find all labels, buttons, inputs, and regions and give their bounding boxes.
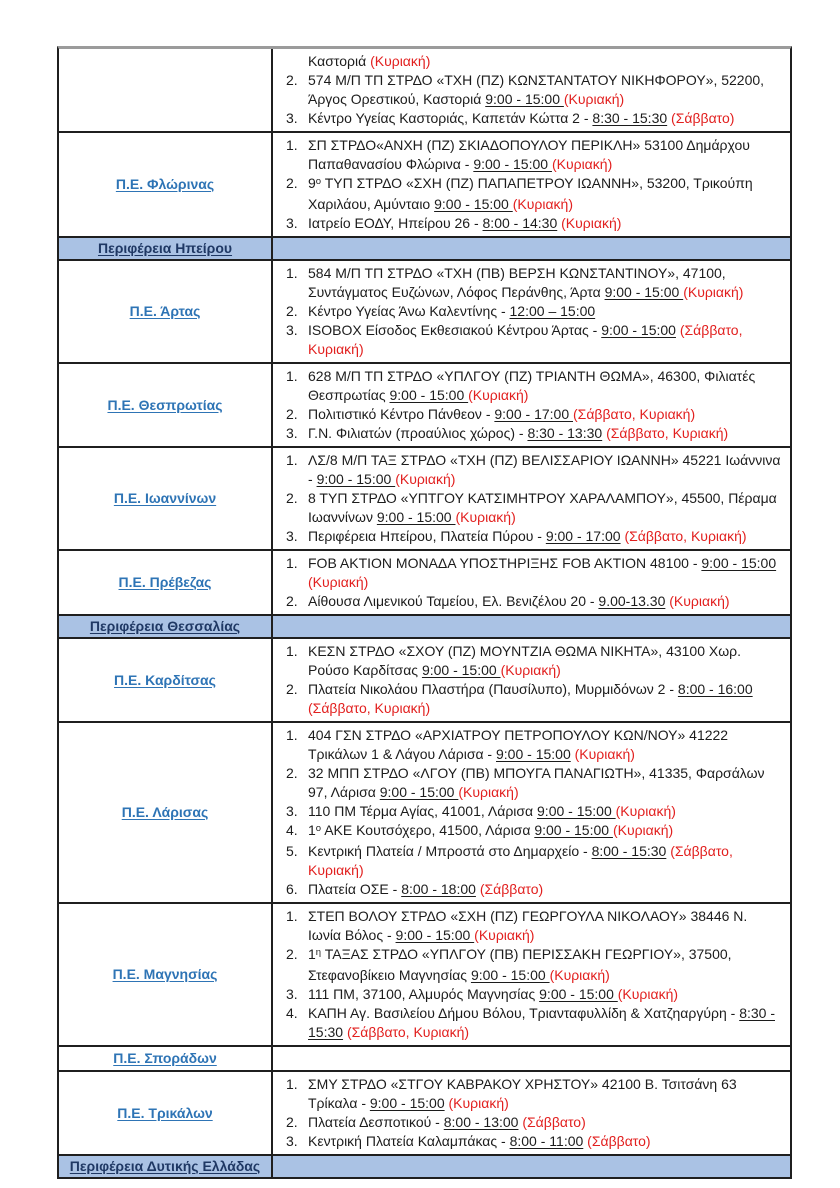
- locations-cell: [273, 639, 790, 721]
- day-highlight: (Κυριακή): [500, 662, 561, 678]
- table-row: [59, 1047, 790, 1072]
- item-number: [273, 52, 308, 71]
- location-item: [273, 52, 782, 71]
- item-text: [308, 451, 782, 489]
- item-number: 2.: [286, 406, 298, 422]
- hours-text: 8:30 - 13:30: [527, 425, 603, 441]
- location-text: 1: [308, 822, 316, 838]
- item-text: [308, 174, 782, 214]
- locations-cell: [273, 1047, 790, 1070]
- location-text: Πλατεία Δεσποτικού -: [308, 1114, 444, 1130]
- day-highlight: (Κυριακή): [458, 784, 519, 800]
- hours-text: 12:00 – 15:00: [509, 303, 596, 319]
- table-row: [59, 133, 790, 238]
- day-highlight: (Κυριακή): [683, 284, 744, 300]
- hours-text: 9:00 - 15:00: [701, 555, 777, 571]
- locations-cell: [273, 551, 790, 614]
- hours-text: 8:00 - 18:00: [401, 881, 476, 897]
- locations-cell: [273, 448, 790, 549]
- locations-cell: [273, 616, 790, 637]
- table-row: [59, 639, 790, 723]
- day-highlight: (Σάββατο, Κυριακή): [606, 425, 729, 441]
- region-link[interactable]: Π.Ε. Ιωαννίνων: [113, 490, 217, 506]
- location-item: [273, 1113, 782, 1132]
- day-highlight: (Σάββατο, Κυριακή): [624, 528, 747, 544]
- region-band-link[interactable]: Περιφέρεια Δυτικής Ελλάδας: [69, 1158, 261, 1174]
- hours-text: 9:00 - 15:00: [421, 662, 501, 678]
- item-number: 4.: [286, 822, 298, 838]
- day-highlight: (Σάββατο): [671, 110, 735, 126]
- item-text: [308, 52, 782, 71]
- location-text: Κεντρική Πλατεία Καλαμπάκας -: [308, 1133, 510, 1149]
- day-highlight: (Σάββατο, Κυριακή): [573, 406, 696, 422]
- locations-cell: [273, 1156, 790, 1177]
- item-number: 2.: [286, 946, 298, 962]
- item-number: 1.: [286, 137, 298, 153]
- location-text: η: [315, 946, 322, 958]
- day-highlight: (Κυριακή): [512, 196, 574, 212]
- item-text: [308, 642, 782, 680]
- region-link[interactable]: Π.Ε. Σποράδων: [113, 1050, 217, 1066]
- item-number: 1.: [286, 368, 298, 384]
- table-row: [59, 723, 790, 904]
- location-text: Πολιτιστικό Κέντρο Πάνθεον -: [308, 406, 495, 422]
- item-text: [308, 907, 782, 945]
- hours-text: 8:30 - 15:30: [592, 110, 668, 126]
- hours-text: 9:00 - 15:00: [434, 196, 513, 212]
- day-highlight: (Σάββατο): [479, 881, 544, 897]
- location-text: ΣΤΕΠ ΒΟΛΟΥ ΣΤΡΔΟ «ΣΧΗ (ΠΖ) ΓΕΩΡΓΟΥΛΑ ΝΙΚΟΛΑΟΥ» 38446 Ν. Ιωνία Βόλος -: [308, 908, 748, 943]
- item-number: 2.: [286, 175, 298, 191]
- item-number: 1.: [286, 908, 298, 924]
- item-number: 3.: [286, 425, 298, 441]
- day-highlight: (Κυριακή): [395, 471, 456, 487]
- day-highlight: (Κυριακή): [308, 574, 369, 590]
- location-item: [273, 880, 782, 899]
- region-name-cell: [59, 1047, 273, 1070]
- hours-text: 9:00 - 15:00: [316, 471, 396, 487]
- location-item: [273, 592, 782, 611]
- item-text: [308, 554, 782, 592]
- region-link[interactable]: Π.Ε. Άρτας: [129, 303, 201, 319]
- region-name-cell: [59, 448, 273, 549]
- day-highlight: (Σάββατο, Κυριακή): [308, 322, 743, 357]
- hours-text: 9:00 - 15:00: [601, 322, 676, 338]
- item-number: 3.: [286, 110, 298, 126]
- region-name-cell: [59, 1072, 273, 1154]
- item-number: 3.: [286, 986, 298, 1002]
- day-highlight: (Κυριακή): [474, 927, 535, 943]
- region-band-cell: [59, 616, 273, 637]
- item-text: [308, 821, 782, 842]
- table-row: [59, 551, 790, 616]
- hours-text: 9:00 - 17:00: [494, 406, 573, 422]
- location-item: [273, 214, 782, 233]
- table-row: [59, 904, 790, 1047]
- hours-text: 9.00-13.30: [598, 593, 666, 609]
- location-item: [273, 726, 782, 764]
- location-item: [273, 527, 782, 546]
- day-highlight: (Κυριακή): [561, 215, 622, 231]
- item-number: 3.: [286, 528, 298, 544]
- region-band-row: [59, 616, 790, 639]
- item-text: [308, 985, 782, 1004]
- item-number: 5.: [286, 843, 298, 859]
- item-number: 1.: [286, 727, 298, 743]
- hours-text: 9:00 - 15:00: [537, 803, 616, 819]
- item-text: [308, 489, 782, 527]
- item-text: [308, 71, 782, 109]
- location-text: 628 Μ/Π ΤΠ ΣΤΡΔΟ «ΥΠΛΓΟΥ (ΠΖ) ΤΡΙΑΝΤΗ ΘΩΜΑ», 46300, Φιλιατές Θεσπρωτίας: [308, 368, 756, 403]
- item-text: [308, 680, 782, 718]
- location-text: ΣΠ ΣΤΡΔΟ«ΑΝΧΗ (ΠΖ) ΣΚΙΑΔΟΠΟΥΛΟΥ ΠΕΡΙΚΛΗ» 53100 Δημάρχου Παπαθανασίου Φλώρινα -: [308, 137, 750, 172]
- location-item: [273, 642, 782, 680]
- item-text: [308, 1075, 782, 1113]
- item-text: [308, 367, 782, 405]
- item-number: 4.: [286, 1005, 298, 1021]
- item-number: 3.: [286, 1133, 298, 1149]
- hours-text: 9:00 - 15:00: [604, 284, 684, 300]
- item-text: [308, 945, 782, 985]
- location-text: Κέντρο Υγείας Καστοριάς, Καπετάν Κώττα 2 -: [308, 110, 593, 126]
- item-number: 2.: [286, 681, 298, 697]
- location-text: ο: [315, 175, 322, 187]
- location-text: Περιφέρεια Ηπείρου, Πλατεία Πύρου -: [308, 528, 546, 544]
- item-text: [308, 1004, 782, 1042]
- location-item: [273, 264, 782, 302]
- item-number: 6.: [286, 881, 298, 897]
- item-text: [308, 405, 782, 424]
- hours-text: 8:00 - 11:00: [509, 1133, 584, 1149]
- table-row: [59, 49, 790, 133]
- table-row: [59, 448, 790, 551]
- region-band-row: [59, 238, 790, 261]
- location-item: [273, 489, 782, 527]
- item-number: 2.: [286, 765, 298, 781]
- hours-text: 8:00 - 13:00: [443, 1114, 519, 1130]
- day-highlight: (Σάββατο): [587, 1133, 651, 1149]
- item-number: 2.: [286, 303, 298, 319]
- location-item: [273, 985, 782, 1004]
- item-text: [308, 1132, 782, 1151]
- location-item: [273, 136, 782, 174]
- hours-text: 9:00 - 15:00: [485, 91, 564, 107]
- locations-cell: [273, 261, 790, 362]
- location-text: Καστοριά: [308, 53, 371, 69]
- region-name-cell: [59, 364, 273, 446]
- hours-text: 9:00 - 15:00: [369, 1095, 445, 1111]
- location-item: [273, 821, 782, 842]
- location-item: [273, 1075, 782, 1113]
- location-text: Κέντρο Υγείας Άνω Καλεντίνης -: [308, 303, 510, 319]
- hours-text: 9:00 - 15:00: [473, 156, 552, 172]
- hours-text: 9:00 - 15:00: [496, 746, 571, 762]
- day-highlight: (Κυριακή): [448, 1095, 509, 1111]
- location-text: FOB AKTION ΜΟΝΑΔΑ ΥΠΟΣΤΗΡΙΞΗΣ FOB AKTION 48100 -: [308, 555, 702, 571]
- location-text: Γ.Ν. Φιλιατών (προαύλιος χώρος) -: [308, 425, 528, 441]
- location-text: 110 ΠΜ Τέρμα Αγίας, 41001, Λάρισα: [308, 803, 538, 819]
- region-band-cell: [59, 1156, 273, 1177]
- region-link[interactable]: Π.Ε. Φλώρινας: [115, 176, 215, 192]
- day-highlight: (Κυριακή): [468, 387, 529, 403]
- region-name-cell: [59, 723, 273, 902]
- item-text: [308, 802, 782, 821]
- hours-text: 8:00 - 16:00: [677, 681, 753, 697]
- item-number: 2.: [286, 1114, 298, 1130]
- hours-text: 9:00 - 17:00: [545, 528, 621, 544]
- location-item: [273, 802, 782, 821]
- location-text: 1: [308, 946, 316, 962]
- location-item: [273, 554, 782, 592]
- day-highlight: (Κυριακή): [612, 822, 674, 838]
- region-link[interactable]: Π.Ε. Λάρισας: [121, 804, 209, 820]
- table-row: [59, 364, 790, 448]
- region-name-cell: [59, 261, 273, 362]
- region-name-cell: [59, 133, 273, 236]
- region-band-link[interactable]: Περιφέρεια Ηπείρου: [97, 240, 233, 256]
- location-item: [273, 1004, 782, 1042]
- day-highlight: (Σάββατο): [522, 1114, 586, 1130]
- hours-text: 9:00 - 15:00: [389, 387, 469, 403]
- region-link[interactable]: Π.Ε. Πρέβεζας: [118, 574, 212, 590]
- location-item: [273, 321, 782, 359]
- item-number: 2.: [286, 72, 298, 88]
- day-highlight: (Κυριακή): [669, 593, 730, 609]
- location-text: 8 ΤΥΠ ΣΤΡΔΟ «ΥΠΤΓΟΥ ΚΑΤΣΙΜΗΤΡΟΥ ΧΑΡΑΛΑΜΠΟΥ», 45500, Πέραμα Ιωαννίνων: [308, 490, 777, 525]
- day-highlight: (Κυριακή): [563, 91, 625, 107]
- location-item: [273, 1132, 782, 1151]
- location-item: [273, 367, 782, 405]
- location-item: [273, 424, 782, 443]
- location-text: 574 Μ/Π ΤΠ ΣΤΡΔΟ «ΤΧΗ (ΠΖ) ΚΩΝΣΤΑΝΤΑΤΟΥ ΝΙΚΗΦΟΡΟΥ», 52200, Άργος Ορεστικού, Καστοριά: [308, 72, 765, 107]
- locations-cell: [273, 364, 790, 446]
- item-text: [308, 109, 782, 128]
- location-item: [273, 71, 782, 109]
- locations-cell: [273, 1072, 790, 1154]
- item-text: [308, 302, 782, 321]
- location-text: 32 ΜΠΠ ΣΤΡΔΟ «ΛΓΟΥ (ΠΒ) ΜΠΟΥΓΑ ΠΑΝΑΓΙΩΤΗ», 41335, Φαρσάλων 97, Λάρισα: [308, 765, 765, 800]
- location-item: [273, 405, 782, 424]
- location-text: ΣΜΥ ΣΤΡΔΟ «ΣΤΓΟΥ ΚΑΒΡΑΚΟΥ ΧΡΗΣΤΟΥ» 42100 Β. Τσιτσάνη 63 Τρίκαλα -: [308, 1076, 737, 1111]
- hours-text: 9:00 - 15:00: [539, 986, 618, 1002]
- item-text: [308, 1113, 782, 1132]
- item-text: [308, 764, 782, 802]
- hours-text: 9:00 - 15:00: [395, 927, 475, 943]
- item-text: [308, 842, 782, 880]
- location-text: 111 ΠΜ, 37100, Αλμυρός Μαγνησίας: [308, 986, 540, 1002]
- location-text: ISOBOX Είσοδος Εκθεσιακού Κέντρου Άρτας -: [308, 322, 602, 338]
- day-highlight: (Κυριακή): [551, 156, 613, 172]
- item-text: [308, 424, 782, 443]
- location-text: Πλατεία ΟΣΕ -: [308, 881, 402, 897]
- item-number: 1.: [286, 452, 298, 468]
- item-text: [308, 527, 782, 546]
- location-text: 584 Μ/Π ΤΠ ΣΤΡΔΟ «ΤΧΗ (ΠΒ) ΒΕΡΣΗ ΚΩΝΣΤΑΝΤΙΝΟΥ», 47100, Συντάγματος Ευζώνων, Λόφος Περάνθης, Άρτα: [308, 265, 726, 300]
- locations-cell: [273, 49, 790, 131]
- region-link[interactable]: Π.Ε. Θεσπρωτίας: [107, 396, 223, 413]
- location-text: ο: [315, 822, 322, 834]
- location-text: ΚΕΣΝ ΣΤΡΔΟ «ΣΧΟΥ (ΠΖ) ΜΟΥΝΤΖΙΑ ΘΩΜΑ ΝΙΚΗΤΑ», 43100 Χωρ. Ρούσο Καρδίτσας: [308, 643, 742, 678]
- locations-cell: [273, 904, 790, 1045]
- item-text: [308, 726, 782, 764]
- day-highlight: (Σάββατο, Κυριακή): [346, 1024, 470, 1040]
- location-item: [273, 680, 782, 718]
- item-number: 3.: [286, 803, 298, 819]
- location-item: [273, 764, 782, 802]
- item-number: 1.: [286, 555, 298, 571]
- region-link[interactable]: Π.Ε. Τρικάλων: [117, 1104, 213, 1121]
- day-highlight: (Κυριακή): [370, 53, 431, 69]
- region-name-cell: [59, 49, 273, 131]
- hours-text: 8:00 - 15:30: [591, 843, 667, 859]
- region-link[interactable]: Π.Ε. Μαγνησίας: [112, 966, 218, 982]
- item-text: [308, 880, 782, 899]
- regions-table: [57, 46, 792, 1179]
- location-item: [273, 907, 782, 945]
- location-text: Ιατρείο ΕΟΔΥ, Ηπείρου 26 -: [308, 215, 483, 231]
- location-text: 404 ΓΣΝ ΣΤΡΔΟ «ΑΡΧΙΑΤΡΟΥ ΠΕΤΡΟΠΟΥΛΟΥ ΚΩΝ/ΝΟΥ» 41222 Τρικάλων 1 & Λάγου Λάρισα -: [308, 727, 729, 762]
- location-text: 9: [308, 175, 316, 191]
- region-link[interactable]: Π.Ε. Καρδίτσας: [114, 671, 216, 688]
- item-text: [308, 592, 782, 611]
- region-name-cell: [59, 904, 273, 1045]
- location-text: ΤΑΞΑΣ ΣΤΡΔΟ «ΥΠΛΓΟΥ (ΠΒ) ΠΕΡΙΣΣΑΚΗ ΓΕΩΡΓΙΟΥ», 37500, Στεφανοβίκειο Μαγνησίας: [308, 946, 732, 983]
- table-row: [59, 261, 790, 364]
- day-highlight: (Κυριακή): [549, 967, 610, 983]
- day-highlight: (Κυριακή): [455, 509, 516, 525]
- location-text: ΤΥΠ ΣΤΡΔΟ «ΣΧΗ (ΠΖ) ΠΑΠΑΠΕΤΡΟΥ ΙΩΑΝΝΗ», 53200, Τρικούπη Χαριλάου, Αμύνταιο: [308, 175, 753, 212]
- region-name-cell: [59, 639, 273, 721]
- item-number: 2.: [286, 593, 298, 609]
- location-item: [273, 109, 782, 128]
- day-highlight: (Σάββατο, Κυριακή): [308, 700, 431, 716]
- item-number: 2.: [286, 490, 298, 506]
- location-text: Κεντρική Πλατεία / Μπροστά στο Δημαρχείο -: [308, 843, 592, 859]
- location-text: Αίθουσα Λιμενικού Ταμείου, Ελ. Βενιζέλου 20 -: [308, 593, 599, 609]
- locations-cell: [273, 133, 790, 236]
- location-item: [273, 842, 782, 880]
- location-item: [273, 945, 782, 985]
- region-band-link[interactable]: Περιφέρεια Θεσσαλίας: [89, 618, 241, 634]
- item-text: [308, 214, 782, 233]
- item-number: 1.: [286, 1076, 298, 1092]
- region-band-row: [59, 1156, 790, 1179]
- hours-text: 9:00 - 15:00: [470, 967, 550, 983]
- location-text: ΚΑΠΗ Αγ. Βασιλείου Δήμου Βόλου, Τριανταφυλλίδη & Χατζηαργύρη -: [308, 1005, 740, 1021]
- region-name-cell: [59, 551, 273, 614]
- item-number: 3.: [286, 322, 298, 338]
- day-highlight: (Κυριακή): [574, 746, 635, 762]
- day-highlight: (Σάββατο, Κυριακή): [308, 843, 733, 878]
- hours-text: 8:00 - 14:30: [482, 215, 558, 231]
- region-band-cell: [59, 238, 273, 259]
- hours-text: 9:00 - 15:00: [534, 822, 613, 838]
- item-number: 3.: [286, 215, 298, 231]
- location-item: [273, 302, 782, 321]
- hours-text: 8:30 - 15:30: [308, 1005, 775, 1040]
- hours-text: 9:00 - 15:00: [379, 784, 459, 800]
- locations-cell: [273, 238, 790, 259]
- item-text: [308, 321, 782, 359]
- table-row: [59, 1072, 790, 1156]
- item-text: [308, 136, 782, 174]
- location-item: [273, 451, 782, 489]
- location-text: Πλατεία Νικολάου Πλαστήρα (Παυσίλυπο), Μυρμιδόνων 2 -: [308, 681, 678, 697]
- day-highlight: (Κυριακή): [617, 986, 679, 1002]
- location-text: ΛΣ/8 Μ/Π ΤΑΞ ΣΤΡΔΟ «ΤΧΗ (ΠΖ) ΒΕΛΙΣΣΑΡΙΟΥ ΙΩΑΝΝΗ» 45221 Ιωάννινα -: [308, 452, 781, 487]
- day-highlight: (Κυριακή): [615, 803, 676, 819]
- hours-text: 9:00 - 15:00: [376, 509, 456, 525]
- location-text: ΑΚΕ Κουτσόχερο, 41500, Λάρισα: [321, 822, 535, 838]
- item-number: 1.: [286, 265, 298, 281]
- item-text: [308, 264, 782, 302]
- locations-cell: [273, 723, 790, 902]
- item-number: 1.: [286, 643, 298, 659]
- location-item: [273, 174, 782, 214]
